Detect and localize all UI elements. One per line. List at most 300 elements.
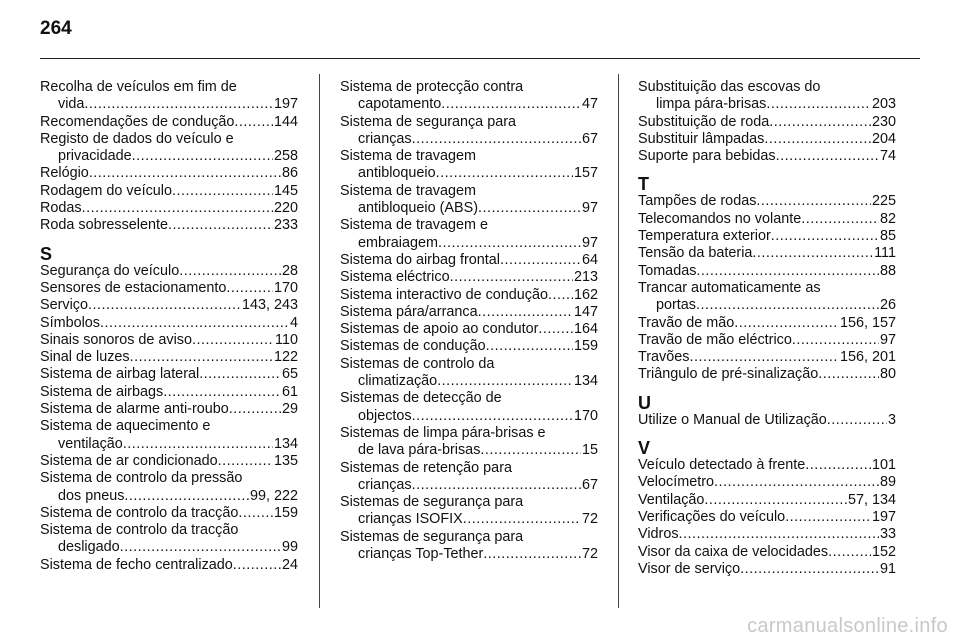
index-entry bbox=[638, 280, 896, 315]
index-entry-page: 197 bbox=[871, 508, 896, 525]
index-entry-term: Sinais sonoros de aviso bbox=[40, 331, 192, 348]
index-entry-page: 230 bbox=[871, 113, 896, 130]
index-entry bbox=[340, 183, 598, 218]
index-entry bbox=[40, 79, 298, 114]
index-entry-heading: Substituição das escovas do bbox=[638, 79, 821, 95]
dot-leader bbox=[82, 200, 273, 217]
index-entry-page: 233 bbox=[273, 217, 298, 234]
index-entry bbox=[40, 505, 298, 522]
index-entry bbox=[340, 217, 598, 252]
index-entry bbox=[638, 79, 896, 114]
index-entry-page: 15 bbox=[581, 442, 598, 459]
index-entry-page: 111 bbox=[874, 245, 896, 262]
dot-leader bbox=[441, 96, 581, 113]
index-entry-row bbox=[638, 315, 896, 332]
index-entry-row bbox=[340, 269, 598, 286]
index-entry bbox=[40, 470, 298, 505]
dot-leader bbox=[740, 561, 879, 578]
index-entry-page: 134 bbox=[273, 435, 298, 452]
index-entry-term: Sistema de ar condicionado bbox=[40, 452, 218, 469]
index-entry-row bbox=[638, 526, 896, 543]
dot-leader bbox=[130, 349, 273, 366]
index-entry bbox=[40, 297, 298, 314]
index-entry-term: Sistema de fecho centralizado bbox=[40, 556, 233, 573]
dot-leader bbox=[792, 332, 879, 349]
index-entry-page: 85 bbox=[879, 228, 896, 245]
dot-leader bbox=[679, 526, 879, 543]
index-entry-page: 72 bbox=[581, 546, 598, 563]
index-entry bbox=[40, 183, 298, 200]
index-entry-row bbox=[638, 263, 896, 280]
index-entry-page: 220 bbox=[273, 200, 298, 217]
index-entry-term: Sistema de alarme anti-roubo bbox=[40, 401, 229, 418]
dot-leader bbox=[500, 252, 581, 269]
index-column-2 bbox=[340, 79, 598, 563]
index-entry-term: crianças Top-Tether bbox=[358, 546, 484, 563]
dot-leader bbox=[704, 492, 847, 509]
index-entry bbox=[638, 315, 896, 332]
index-entry-term: portas bbox=[656, 297, 696, 314]
index-entry-term: Sistema de airbag lateral bbox=[40, 366, 200, 383]
index-entry-page: 33 bbox=[879, 526, 896, 543]
index-entry-row bbox=[40, 114, 298, 131]
index-entry bbox=[40, 131, 298, 166]
index-entry bbox=[638, 228, 896, 245]
dot-leader bbox=[756, 193, 871, 210]
dot-leader bbox=[179, 263, 281, 280]
dot-leader bbox=[483, 546, 581, 563]
dot-leader bbox=[776, 148, 879, 165]
index-entry-row bbox=[40, 297, 298, 314]
index-entry-term: Utilize o Manual de Utilização bbox=[638, 411, 827, 428]
index-entry-page: 89 bbox=[879, 474, 896, 491]
index-entry-row bbox=[340, 165, 598, 182]
index-entry-page: 156, 201 bbox=[839, 349, 896, 366]
index-entry-term: antibloqueio (ABS) bbox=[358, 200, 478, 217]
dot-leader bbox=[124, 488, 249, 505]
index-entry-term: Tensão da bateria bbox=[638, 245, 753, 262]
index-entry-heading: Sistemas de limpa pára-brisas e bbox=[340, 424, 546, 441]
index-entry-term: privacidade bbox=[58, 148, 132, 165]
index-entry bbox=[638, 412, 896, 429]
index-entry-page: 91 bbox=[879, 560, 896, 577]
index-entry bbox=[340, 460, 598, 495]
index-entry-term: Sistema de airbags bbox=[40, 383, 164, 400]
index-entry bbox=[340, 252, 598, 269]
index-section-letter: V bbox=[638, 438, 651, 459]
index-entry-term: Recomendações de condução bbox=[40, 113, 235, 130]
index-entry-term: Segurança do veículo bbox=[40, 262, 180, 279]
index-entry-term: Relógio bbox=[40, 165, 89, 182]
index-entry-page: 170 bbox=[273, 279, 298, 296]
index-entry-page: 144 bbox=[273, 113, 298, 130]
index-entry bbox=[40, 263, 298, 280]
index-entry-page: 80 bbox=[879, 366, 896, 383]
index-entry-row bbox=[340, 546, 598, 563]
index-entry-row bbox=[638, 509, 896, 526]
dot-leader bbox=[548, 287, 573, 304]
index-entry-page: 143, 243 bbox=[241, 297, 298, 314]
dot-leader bbox=[696, 263, 879, 280]
index-entry-row bbox=[40, 557, 298, 574]
index-entry-page: 67 bbox=[581, 130, 598, 147]
index-entry-page: 213 bbox=[573, 269, 598, 286]
index-entry-row bbox=[638, 245, 896, 262]
index-entry-page: 47 bbox=[581, 96, 598, 113]
page-number: 264 bbox=[40, 18, 72, 39]
index-entry bbox=[340, 390, 598, 425]
index-entry-term: Roda sobresselente bbox=[40, 217, 168, 234]
index-entry-page: 61 bbox=[281, 383, 298, 400]
index-entry bbox=[340, 79, 598, 114]
index-entry-page: 204 bbox=[871, 130, 896, 147]
index-entry-term: climatização bbox=[358, 373, 438, 390]
index-entry-page: 101 bbox=[871, 457, 896, 474]
index-entry-page: 170 bbox=[573, 407, 598, 424]
index-entry-page: 197 bbox=[273, 96, 298, 113]
index-entry-row bbox=[638, 211, 896, 228]
dot-leader bbox=[412, 408, 573, 425]
index-entry-term: Ventilação bbox=[638, 491, 705, 508]
index-entry bbox=[340, 529, 598, 564]
index-entry-term: Visor de serviço bbox=[638, 560, 741, 577]
index-entry-row bbox=[40, 349, 298, 366]
index-entry bbox=[340, 425, 598, 460]
index-entry-row bbox=[638, 492, 896, 509]
index-entry-page: 147 bbox=[573, 303, 598, 320]
index-entry-page: 74 bbox=[879, 148, 896, 165]
index-entry bbox=[638, 263, 896, 280]
index-entry bbox=[340, 338, 598, 355]
index-entry-heading: Sistemas de segurança para bbox=[340, 528, 524, 545]
index-entry bbox=[40, 366, 298, 383]
index-entry-page: 159 bbox=[573, 338, 598, 355]
column-divider bbox=[319, 74, 320, 608]
index-entry-page: 99, 222 bbox=[249, 487, 298, 504]
dot-leader bbox=[478, 304, 573, 321]
index-entry-term: Sistema do airbag frontal bbox=[340, 251, 500, 268]
dot-leader bbox=[769, 114, 871, 131]
index-entry-page: 64 bbox=[581, 251, 598, 268]
index-entry-term: limpa pára-brisas bbox=[656, 96, 767, 113]
index-column-3 bbox=[638, 79, 896, 578]
index-entry-heading: Sistema de travagem e bbox=[340, 217, 488, 234]
index-entry-row bbox=[340, 235, 598, 252]
dot-leader bbox=[84, 96, 273, 113]
index-entry-row bbox=[638, 332, 896, 349]
dot-leader bbox=[486, 338, 573, 355]
index-entry-term: Telecomandos no volante bbox=[638, 210, 802, 227]
index-entry-row bbox=[340, 408, 598, 425]
index-entry-page: 156, 157 bbox=[839, 314, 896, 331]
index-entry-term: embraiagem bbox=[358, 234, 438, 251]
index-entry-page: 152 bbox=[871, 543, 896, 560]
index-entry-heading: Sistema de travagem bbox=[340, 182, 476, 199]
dot-leader bbox=[827, 412, 887, 429]
index-section-letter: S bbox=[40, 243, 53, 264]
index-entry-page: 225 bbox=[871, 193, 896, 210]
index-entry-row bbox=[638, 561, 896, 578]
index-entry-page: 97 bbox=[879, 331, 896, 348]
index-entry-row bbox=[638, 114, 896, 131]
index-entry-row bbox=[40, 453, 298, 470]
index-entry-page: 72 bbox=[581, 511, 598, 528]
index-entry-page: 97 bbox=[581, 234, 598, 251]
index-section-letter: U bbox=[638, 392, 651, 413]
dot-leader bbox=[412, 477, 581, 494]
header-rule bbox=[40, 58, 920, 59]
index-entry-row bbox=[40, 183, 298, 200]
index-entry-row bbox=[40, 200, 298, 217]
index-entry bbox=[638, 492, 896, 509]
dot-leader bbox=[766, 96, 871, 113]
index-entry bbox=[340, 287, 598, 304]
index-entry-heading: Trancar automaticamente as bbox=[638, 279, 821, 296]
index-entry-heading: Recolha de veículos em fim de bbox=[40, 79, 237, 95]
index-entry-row bbox=[638, 297, 896, 314]
dot-leader bbox=[463, 511, 581, 528]
index-entry-term: Travões bbox=[638, 349, 690, 366]
index-entry-row bbox=[638, 457, 896, 474]
index-entry-heading: Sistemas de segurança para bbox=[340, 494, 524, 511]
index-entry-term: ventilação bbox=[58, 435, 123, 452]
index-entry-heading: Sistema de controlo da tracção bbox=[40, 522, 239, 539]
index-entry-row bbox=[340, 511, 598, 528]
index-entry-row bbox=[340, 477, 598, 494]
index-entry-term: Sistema eléctrico bbox=[340, 269, 450, 286]
index-entry-page: 145 bbox=[273, 182, 298, 199]
index-entry-page: 3 bbox=[887, 411, 896, 428]
index-entry bbox=[638, 332, 896, 349]
index-entry-term: vida bbox=[58, 96, 85, 113]
dot-leader bbox=[233, 557, 281, 574]
dot-leader bbox=[764, 131, 871, 148]
index-entry bbox=[638, 245, 896, 262]
index-entry bbox=[40, 332, 298, 349]
index-entry-row bbox=[638, 148, 896, 165]
index-entry-term: crianças bbox=[358, 476, 412, 493]
index-entry-heading: Sistema de segurança para bbox=[340, 113, 516, 130]
index-entry-row bbox=[638, 96, 896, 113]
index-entry-term: Tomadas bbox=[638, 262, 697, 279]
index-entry-page: 24 bbox=[281, 556, 298, 573]
dot-leader bbox=[752, 245, 873, 262]
index-entry-row bbox=[340, 200, 598, 217]
index-entry-term: Visor da caixa de velocidades bbox=[638, 543, 829, 560]
index-entry-term: Tampões de rodas bbox=[638, 193, 757, 210]
dot-leader bbox=[226, 280, 273, 297]
index-entry bbox=[638, 131, 896, 148]
index-entry bbox=[638, 474, 896, 491]
index-entry bbox=[40, 453, 298, 470]
dot-leader bbox=[238, 505, 273, 522]
index-entry-row bbox=[638, 228, 896, 245]
index-entry-row bbox=[340, 442, 598, 459]
index-entry-page: 203 bbox=[871, 96, 896, 113]
index-entry-row bbox=[340, 131, 598, 148]
index-entry bbox=[40, 384, 298, 401]
index-entry-term: Sistema interactivo de condução bbox=[340, 286, 548, 303]
index-entry-term: Veículo detectado à frente bbox=[638, 457, 806, 474]
index-entry bbox=[638, 366, 896, 383]
index-entry-page: 88 bbox=[879, 262, 896, 279]
dot-leader bbox=[714, 474, 879, 491]
index-entry-term: Sistemas de apoio ao condutor bbox=[340, 321, 539, 338]
index-entry-page: 122 bbox=[273, 349, 298, 366]
dot-leader bbox=[234, 114, 273, 131]
dot-leader bbox=[828, 544, 871, 561]
index-entry bbox=[638, 561, 896, 578]
index-entry-page: 99 bbox=[281, 539, 298, 556]
index-entry-page: 67 bbox=[581, 476, 598, 493]
index-entry-row bbox=[40, 96, 298, 113]
index-entry bbox=[340, 494, 598, 529]
index-entry-page: 65 bbox=[281, 366, 298, 383]
index-entry-term: Símbolos bbox=[40, 314, 100, 331]
index-entry-row bbox=[40, 539, 298, 556]
index-entry-row bbox=[340, 304, 598, 321]
index-entry-row bbox=[340, 96, 598, 113]
index-entry bbox=[40, 114, 298, 131]
dot-leader bbox=[805, 457, 871, 474]
index-entry bbox=[638, 211, 896, 228]
dot-leader bbox=[480, 442, 581, 459]
index-entry-term: Substituir lâmpadas bbox=[638, 130, 765, 147]
dot-leader bbox=[199, 366, 281, 383]
index-entry bbox=[638, 544, 896, 561]
index-entry-page: 162 bbox=[573, 286, 598, 303]
index-entry-row bbox=[340, 373, 598, 390]
index-entry bbox=[340, 321, 598, 338]
index-entry bbox=[40, 349, 298, 366]
index-entry-row bbox=[40, 384, 298, 401]
index-entry-term: Rodas bbox=[40, 200, 82, 217]
index-entry bbox=[638, 114, 896, 131]
index-entry-heading: Sistema de protecção contra bbox=[340, 79, 524, 95]
index-entry-page: 157 bbox=[573, 165, 598, 182]
index-entry-term: Substituição de roda bbox=[638, 113, 770, 130]
dot-leader bbox=[436, 165, 573, 182]
index-entry bbox=[340, 269, 598, 286]
index-entry-term: Triângulo de pré-sinalização bbox=[638, 366, 819, 383]
index-entry bbox=[638, 509, 896, 526]
index-entry-term: Sistema de controlo da tracção bbox=[40, 504, 239, 521]
index-entry-heading: Sistema de controlo da pressão bbox=[40, 470, 243, 487]
dot-leader bbox=[818, 366, 879, 383]
index-entry-row bbox=[40, 280, 298, 297]
index-entry-term: Verificações do veículo bbox=[638, 508, 786, 525]
dot-leader bbox=[89, 165, 281, 182]
dot-leader bbox=[478, 200, 581, 217]
index-entry bbox=[40, 418, 298, 453]
index-entry bbox=[340, 356, 598, 391]
column-divider bbox=[618, 74, 619, 608]
index-entry-row bbox=[638, 193, 896, 210]
index-entry bbox=[638, 349, 896, 366]
index-entry bbox=[40, 315, 298, 332]
index-entry-term: Temperatura exterior bbox=[638, 228, 771, 245]
index-entry-row bbox=[40, 165, 298, 182]
index-entry-page: 82 bbox=[879, 210, 896, 227]
index-entry bbox=[340, 114, 598, 149]
index-entry-row bbox=[340, 321, 598, 338]
index-entry-term: capotamento bbox=[358, 96, 442, 113]
index-entry-row bbox=[40, 148, 298, 165]
index-entry-page: 29 bbox=[281, 401, 298, 418]
dot-leader bbox=[163, 384, 281, 401]
index-entry-row bbox=[40, 332, 298, 349]
index-entry-term: Sistemas de condução bbox=[340, 338, 486, 355]
index-entry-heading: Sistema de travagem bbox=[340, 148, 476, 165]
index-entry bbox=[638, 457, 896, 474]
index-entry-term: desligado bbox=[58, 539, 120, 556]
dot-leader bbox=[696, 297, 879, 314]
index-entry-row bbox=[638, 366, 896, 383]
index-entry bbox=[40, 522, 298, 557]
index-entry-term: Sinal de luzes bbox=[40, 349, 130, 366]
index-entry-row bbox=[638, 349, 896, 366]
index-entry-term: Sistema pára/arranca bbox=[340, 303, 478, 320]
index-entry-page: 4 bbox=[289, 314, 298, 331]
index-entry-page: 26 bbox=[879, 297, 896, 314]
index-entry bbox=[340, 304, 598, 321]
dot-leader bbox=[100, 315, 289, 332]
index-entry-term: Serviço bbox=[40, 297, 88, 314]
index-entry-row bbox=[40, 505, 298, 522]
dot-leader bbox=[218, 453, 273, 470]
index-entry-row bbox=[340, 287, 598, 304]
dot-leader bbox=[132, 148, 273, 165]
index-entry-heading: Sistemas de detecção de bbox=[340, 390, 502, 407]
index-entry-page: 164 bbox=[573, 321, 598, 338]
index-entry bbox=[638, 526, 896, 543]
index-entry-term: de lava pára-brisas bbox=[358, 442, 481, 459]
dot-leader bbox=[437, 373, 573, 390]
index-entry-page: 135 bbox=[273, 452, 298, 469]
index-entry-term: Travão de mão bbox=[638, 314, 735, 331]
index-entry-page: 258 bbox=[273, 148, 298, 165]
dot-leader bbox=[192, 332, 274, 349]
index-entry-page: 57, 134 bbox=[847, 491, 896, 508]
index-entry-heading: Sistemas de controlo da bbox=[340, 355, 495, 372]
index-entry-row bbox=[638, 412, 896, 429]
index-entry-page: 110 bbox=[275, 331, 298, 348]
index-entry-page: 28 bbox=[281, 262, 298, 279]
index-entry-row bbox=[40, 366, 298, 383]
dot-leader bbox=[538, 321, 573, 338]
dot-leader bbox=[689, 349, 839, 366]
index-entry-row bbox=[40, 315, 298, 332]
dot-leader bbox=[412, 131, 581, 148]
index-entry-row bbox=[638, 131, 896, 148]
index-entry bbox=[340, 148, 598, 183]
index-entry bbox=[40, 165, 298, 182]
index-entry-heading: Sistema de aquecimento e bbox=[40, 418, 211, 435]
index-entry bbox=[40, 557, 298, 574]
index-entry-term: antibloqueio bbox=[358, 165, 436, 182]
index-entry-row bbox=[40, 436, 298, 453]
index-entry-term: Suporte para bebidas bbox=[638, 148, 776, 165]
index-entry bbox=[40, 401, 298, 418]
index-entry bbox=[638, 193, 896, 210]
index-entry-row bbox=[638, 474, 896, 491]
index-entry-term: crianças bbox=[358, 130, 412, 147]
dot-leader bbox=[450, 269, 573, 286]
dot-leader bbox=[120, 539, 281, 556]
index-entry-term: objectos bbox=[358, 407, 412, 424]
dot-leader bbox=[229, 401, 281, 418]
index-entry-term: Rodagem do veículo bbox=[40, 182, 172, 199]
